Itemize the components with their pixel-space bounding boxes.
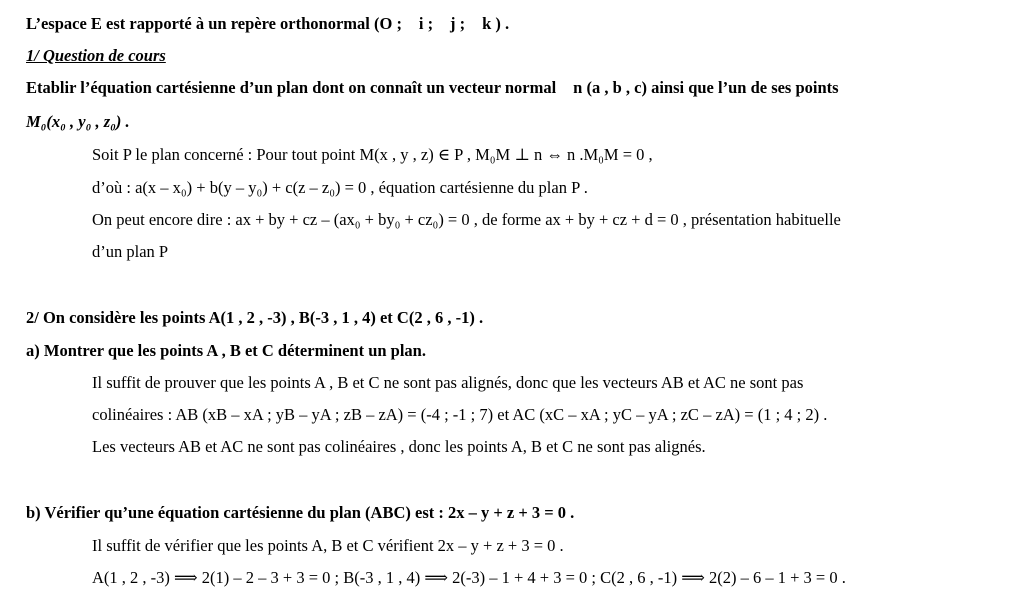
answer-2a-line-3: Les vecteurs AB et AC ne sont pas colinéaires , donc les points A, B et C ne sont pas alignés. <box>92 437 706 456</box>
intro-line: L’espace E est rapporté à un repère orthonormal (O ; ⃗i ; ⃗j ; ⃗k ) . <box>26 14 510 33</box>
answer-1-line-1: Soit P le plan concerné : Pour tout point M(x , y , z) ∈ P , M₀M ⊥ n ⇔ n .M₀M = 0 , <box>92 145 653 164</box>
question-2b: b) Vérifier qu’une équation cartésienne du plan (ABC) est : 2x – y + z + 3 = 0 . <box>26 503 575 522</box>
section-2-title: 2/ On considère les points A(1 , 2 , -3) , B(-3 , 1 , 4) et C(2 , 6 , -1) . <box>26 308 484 327</box>
answer-2b-line-2: A(1 , 2 , -3) ⟹ 2(1) – 2 – 3 + 3 = 0 ; B(-3 , 1 , 4) ⟹ 2(-3) – 1 + 4 + 3 = 0 ; C(2 , 6 , -1) ⟹ 2(2) – 6 – 1 + 3 = 0 . <box>92 568 846 587</box>
question-1-line-1: Etablir l’équation cartésienne d’un plan dont on connaît un vecteur normal ⃗n (a , b , c) ainsi que l’un de ses points <box>26 78 839 97</box>
answer-2a-line-1: Il suffit de prouver que les points A , B et C ne sont pas alignés, donc que les vecteurs AB et AC ne sont pas <box>92 373 804 392</box>
section-1-title: 1/ Question de cours <box>26 46 166 65</box>
answer-2a-line-2: colinéaires : AB (xB – xA ; yB – yA ; zB – zA) = (-4 ; -1 ; 7) et AC (xC – xA ; yC – yA ; zC – zA) = (1 ; 4 ; 2) . <box>92 405 828 424</box>
question-2a: a) Montrer que les points A , B et C déterminent un plan. <box>26 341 426 360</box>
question-1-line-2: M₀(x₀ , y₀ , z₀) . <box>26 112 130 131</box>
answer-1-line-3: On peut encore dire : ax + by + cz – (ax₀ + by₀ + cz₀) = 0 , de forme ax + by + cz + d = 0 , présentation habituelle <box>92 210 841 229</box>
answer-2b-line-1: Il suffit de vérifier que les points A, B et C vérifient 2x – y + z + 3 = 0 . <box>92 536 564 555</box>
answer-1-line-4: d’un plan P <box>92 242 169 261</box>
answer-1-line-2: d’où : a(x – x₀) + b(y – y₀) + c(z – z₀) = 0 , équation cartésienne du plan P . <box>92 178 588 197</box>
